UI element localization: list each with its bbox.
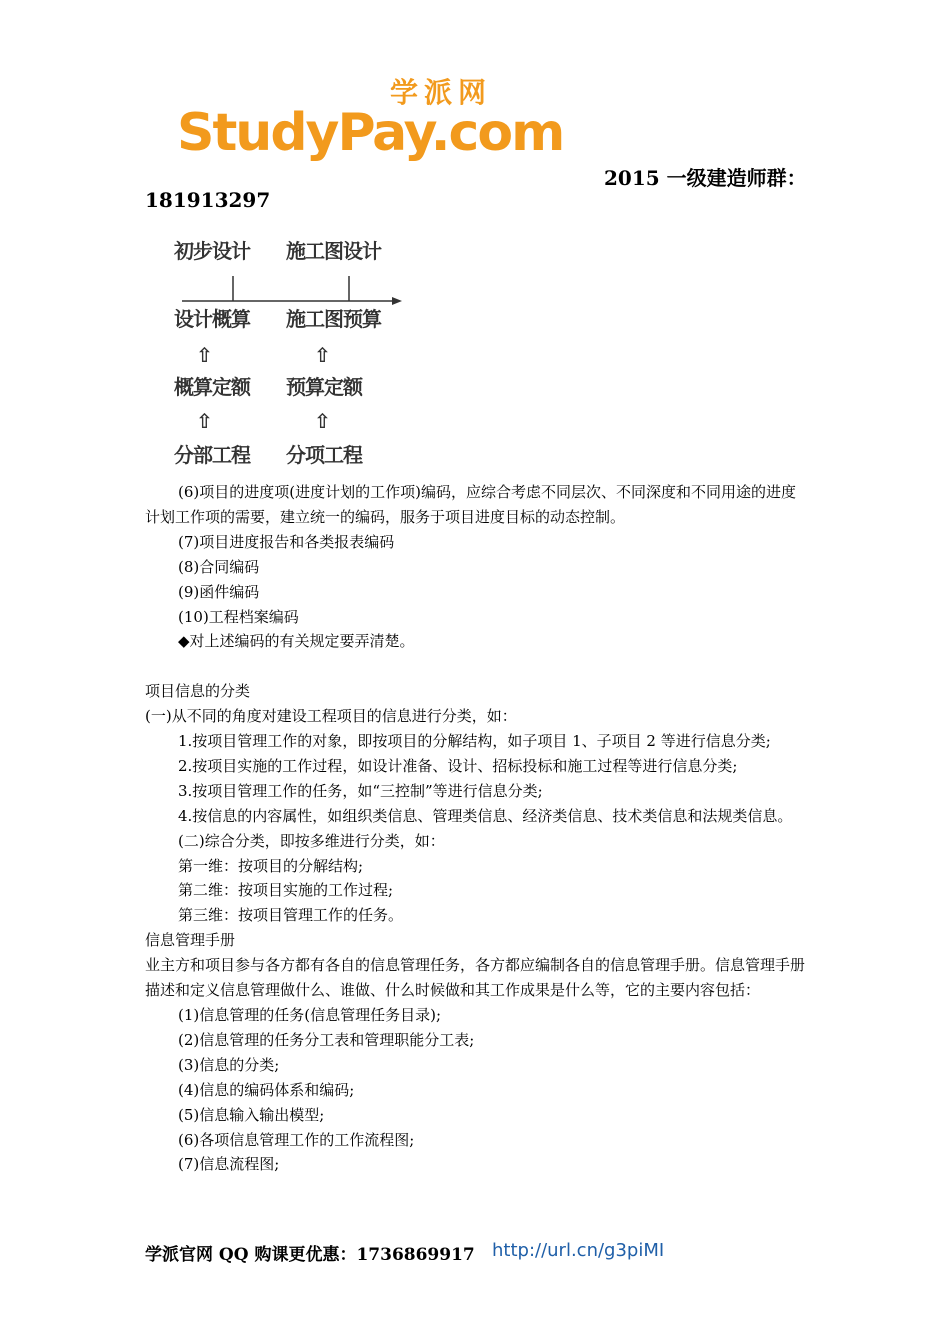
- diagram-label-estimate-quota: 概算定额: [174, 375, 250, 399]
- paragraph: (1)信息管理的任务(信息管理任务目录);: [178, 1006, 442, 1025]
- paragraph: 业主方和项目参与各方都有各自的信息管理任务，各方都应编制各自的信息管理手册。信息管理手册描述和定义信息管理做什么、谁做、什么时候做和其工作成果是什么等，它的主要内容包括：: [145, 956, 806, 1000]
- diagram-label-construction-drawing-design: 施工图设计: [286, 239, 381, 263]
- paragraph: 1.按项目管理工作的对象，即按项目的分解结构，如子项目 1、子项目 2 等进行信息分类;: [178, 732, 771, 751]
- paragraph: (6)各项信息管理工作的工作流程图;: [178, 1130, 415, 1149]
- paragraph: 第三维：按项目管理工作的任务。: [178, 906, 404, 925]
- paragraph: (4)信息的编码体系和编码;: [178, 1080, 355, 1099]
- document-body: [145, 480, 810, 1177]
- paragraph: (5)信息输入输出模型;: [178, 1105, 325, 1124]
- paragraph: (7)项目进度报告和各类报表编码: [178, 532, 395, 551]
- diagram-label-drawing-budget: 施工图预算: [286, 307, 381, 331]
- diagram-label-sub-item: 分项工程: [286, 443, 362, 467]
- diagram-label-sub-division: 分部工程: [174, 443, 250, 467]
- footer-promo: 学派官网 QQ 购课更优惠：1736869917: [145, 1245, 475, 1265]
- paragraph: (10)工程档案编码: [178, 607, 299, 626]
- paragraph: (一)从不同的角度对建设工程项目的信息进行分类，如：: [145, 707, 517, 726]
- paragraph: (7)信息流程图;: [178, 1155, 280, 1174]
- studypay-logo: [175, 72, 575, 168]
- paragraph: (8)合同编码: [178, 557, 260, 576]
- paragraph: (2)信息管理的任务分工表和管理职能分工表;: [178, 1030, 475, 1049]
- diagram-label-preliminary-design: 初步设计: [174, 239, 250, 263]
- estimate-diagram: [170, 232, 410, 472]
- paragraph: 第一维：按项目的分解结构;: [178, 856, 364, 875]
- up-arrow-icon: ⇧: [196, 409, 212, 433]
- paragraph: (6)项目的进度项(进度计划的工作项)编码，应综合考虑不同层次、不同深度和不同用途的进度计划工作项的需要，建立统一的编码，服务于项目进度目标的动态控制。: [145, 483, 796, 526]
- logo-en-text: StudyPay.com: [177, 103, 564, 163]
- up-arrow-icon: ⇧: [314, 409, 330, 433]
- diagram-label-budget-quota: 预算定额: [286, 375, 362, 399]
- diagram-label-design-estimate: 设计概算: [174, 307, 250, 331]
- paragraph: 2.按项目实施的工作过程，如设计准备、设计、招标投标和施工过程等进行信息分类;: [178, 756, 738, 775]
- logo-cn-text: 学派网: [390, 76, 493, 109]
- paragraph: ◆对上述编码的有关规定要弄清楚。: [178, 632, 415, 651]
- diagram-axis-arrowhead: [392, 297, 402, 305]
- group-title: 2015 一级建造师群：: [604, 166, 807, 190]
- paragraph: (9)函件编码: [178, 582, 260, 601]
- logo-graphic: [175, 72, 575, 168]
- paragraph: 信息管理手册: [145, 931, 236, 950]
- paragraph: 3.按项目管理工作的任务，如“三控制”等进行信息分类;: [178, 781, 543, 800]
- paragraph: 项目信息的分类: [145, 682, 251, 701]
- blank-line: [145, 654, 810, 679]
- paragraph: (二)综合分类，即按多维进行分类，如：: [178, 831, 445, 850]
- paragraph: 第二维：按项目实施的工作过程;: [178, 881, 394, 900]
- paragraph: (3)信息的分类;: [178, 1055, 280, 1074]
- up-arrow-icon: ⇧: [196, 343, 212, 367]
- paragraph: 4.按信息的内容属性，如组织类信息、管理类信息、经济类信息、技术类信息和法规类信息。: [178, 806, 793, 825]
- footer-link[interactable]: http://url.cn/g3piMI: [492, 1240, 665, 1261]
- up-arrow-icon: ⇧: [314, 343, 330, 367]
- group-number: 181913297: [145, 188, 271, 212]
